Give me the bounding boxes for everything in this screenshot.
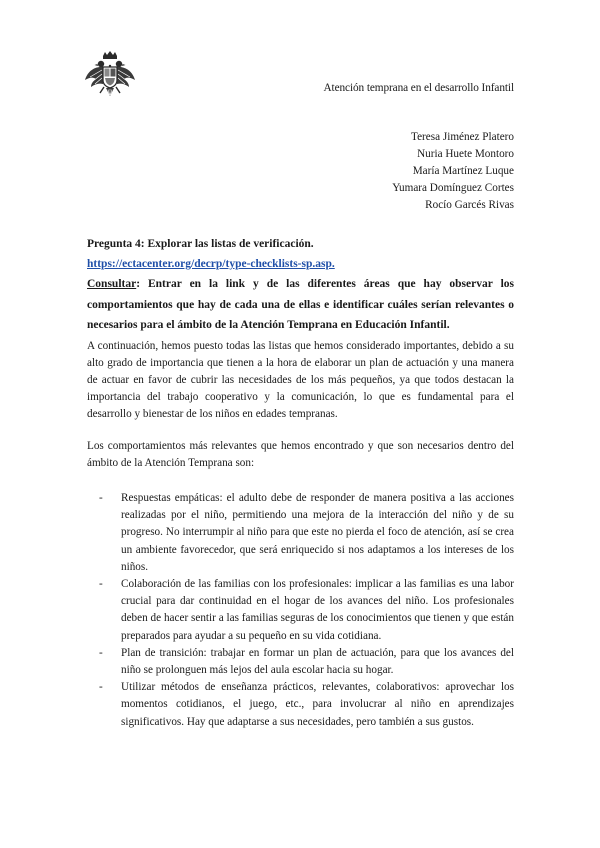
list-item [87, 679, 514, 731]
consult-text: : Entrar en la link y de las diferentes áreas que hay observar los comportamientos que hay de cada una de ellas e identificar cuáles serían relevantes o necesarios para el ámbito de la Atención Temprana en Educación Infantil. [87, 278, 514, 331]
bullet-dash: - [99, 681, 103, 694]
list-item [87, 645, 514, 679]
intro-paragraph: A continuación, hemos puesto todas las listas que hemos considerado importantes, debido a su alto grado de importancia que tienen a la hora de elaborar un plan de actuación y una manera de actuar en favor de cubrir las necesidades de los más pequeños, ya que todos destacan la importancia del trabajo cooperativo y la comunicación, lo que es fundamental para el desarrollo y bienestar de los niños en edades tempranas. [87, 339, 514, 421]
list-item [87, 490, 514, 576]
author-name: Nuria Huete Montoro [417, 148, 514, 160]
bullet-dash: - [99, 646, 103, 659]
behaviours-list [87, 490, 514, 731]
author-name: María Martínez Luque [412, 165, 514, 177]
list-item [87, 576, 514, 645]
consult-instructions [87, 274, 514, 336]
author-name: Rocío Garcés Rivas [425, 199, 514, 211]
consult-label: Consultar [87, 278, 137, 290]
list-item-text: Respuestas empáticas: el adulto debe de responder de manera positiva a las acciones realizadas por el niño, permitiendo una mejora de la interacción del niño y de su progreso. No interrumpir al niño para que este no pierda el foco de atención, así se crea un ambiente favorecedor, que será enriquecido si nos adaptamos a los intereses de los niños. [121, 491, 514, 573]
bullet-dash: - [99, 491, 103, 504]
document-body [87, 235, 514, 731]
document-header-title: Atención temprana en el desarrollo Infantil [323, 82, 514, 94]
question-title: Pregunta 4: Explorar las listas de verificación. [87, 238, 314, 250]
behaviours-paragraph: Los comportamientos más relevantes que hemos encontrado y que son necesarios dentro del ámbito de la Atención Temprana son: [87, 439, 514, 469]
university-crest-icon [84, 50, 136, 98]
author-name: Teresa Jiménez Platero [411, 131, 514, 143]
list-item-text: Utilizar métodos de enseñanza prácticos, relevantes, colaborativos: aprovechar los momentos cotidianos, el juego, etc., para involucrar al niño en aprendizajes significativos. Hay que adaptarse a sus necesidades, pero también a sus gustos. [121, 681, 514, 728]
author-name: Yumara Domínguez Cortes [392, 182, 514, 194]
list-item-text: Plan de transición: trabajar en formar un plan de actuación, para que los avances del niño se prolonguen más lejos del aula escolar hacia su hogar. [121, 646, 514, 676]
author-list [392, 129, 514, 214]
checklists-link[interactable]: https://ectacenter.org/decrp/type-checklists-sp.asp. [87, 258, 335, 270]
list-item-text: Colaboración de las familias con los profesionales: implicar a las familias es una labor crucial para dar continuidad en el hogar de los avances del niño. Los profesionales deben de hacer sentir a las familias seguras de los conocimientos que tienen y que están preparados para ayudar a su pequeño en su vida cotidiana. [121, 577, 514, 642]
bullet-dash: - [99, 577, 103, 590]
